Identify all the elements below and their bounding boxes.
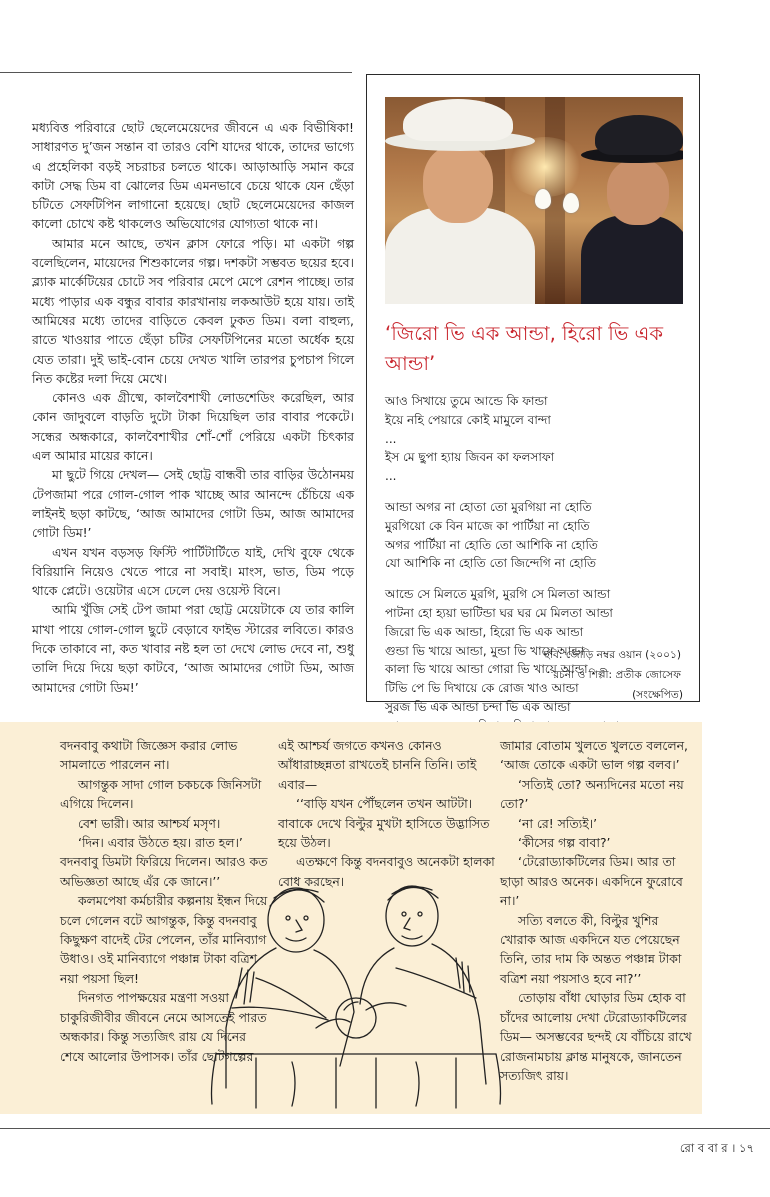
left-article-column bbox=[32, 118, 354, 697]
story-paragraph: দিনগত পাপক্ষয়ের মন্ত্রণা সওয়া চাকুরিজীবীর জীবনে নেমে আসতেই পারত অন্ধকার। কিন্তু সত্যজিৎ রায় যে দিনের শেষে আলোর উপাসক। তাঁর ছোটগল্পের bbox=[60, 990, 267, 1064]
paragraph: মা ছুটে গিয়ে দেখল— সেই ছোট্ট বান্ধবী তার বাড়ির উঠোনময় টেপজামা পরে গোল-গোল পাক খাচ্ছে আর আনন্দে চেঁচিয়ে এক লাইনই ছড়া কাটছে, ‘আজ আমাদের গোটা ডিম, আজ আমাদের গোটা ডিম!’ bbox=[32, 467, 354, 541]
story-paragraph: ‘কীসের গল্প বাবা?’ bbox=[518, 835, 611, 851]
lyric-line: গুন্ডা ভি খায়ে আন্ডা, মুন্ডা ভি খায়ে আন্ডা bbox=[385, 643, 585, 658]
paragraph: কোনও এক গ্রীষ্মে, কালবৈশাখী লোডশেডিং করেছিল, আর কোন জাদুবলে বাড়তি দুটো টাকা দিয়েছিল তার বাবার পকেটে। সন্ধের অন্ধকারে, কালবৈশাখীর শোঁ-শোঁ পেরিয়ে একটা চিৎকার এল আমার মায়ের কানে। bbox=[32, 390, 354, 464]
story-paragraph: তোড়ায় বাঁধা ঘোড়ার ডিম হোক বা চাঁদের আলোয় দেখা টেরোড্যাকটিলের ডিম— অসম্ভবের ছন্দই যে বাঁচিয়ে রাখে রোজনামচায় ক্লান্ত মানুষকে, জানতেন সত্যজিৎ রায়। bbox=[500, 990, 692, 1083]
story-paragraph: সত্যি বলতে কী, বিল্টুর খুশির খোরাক আজ একদিনে যত পেয়েছেন তিনি, তার দাম কি অন্তত পঞ্চান্ন টাকা বত্রিশ নয়া পয়সাও হবে না?’’ bbox=[500, 912, 682, 986]
story-paragraph: জামার বোতাম খুলতে খুলতে বললেন, ‘আজ তোকে একটা ভাল গল্প বলব।’ bbox=[500, 738, 688, 773]
sidebar-credits bbox=[544, 645, 683, 705]
credit-author: রচনা ও শিল্পী: প্রতীক জোসেফ bbox=[553, 669, 681, 681]
lyric-line: ... bbox=[385, 469, 397, 484]
paragraph: এখন যখন বড়সড় ফিস্টি পার্টিটার্টিতে যাই, দেখি বুফে থেকে বিরিয়ানি নিয়েও খেতে পারে না সবাই। মাংস, ভাত, ডিম পড়ে থাকে প্লেটে। ওয়েটার এসে ঢেলে দেয় ওয়েস্ট বিনে। bbox=[32, 544, 354, 599]
lyrics-stanza bbox=[385, 392, 689, 486]
lyric-line: জিরো ভি এক আন্ডা, হিরো ভি এক আন্ডা bbox=[385, 624, 584, 639]
story-paragraph: ‘সত্যিই তো? অন্যদিনের মতো নয় তো?’ bbox=[500, 776, 684, 812]
lyric-line: মুরগিয়ো কে বিন মাজে কা পার্টিয়া না হোতি bbox=[385, 518, 590, 533]
lyric-line: কালা ভি খায়ে আন্ডা গোরা ভি খায়ে আন্ডা bbox=[385, 662, 588, 677]
lyric-line: আন্ডা অগর না হোতা তো মুরগিয়া না হোতি bbox=[385, 499, 592, 514]
lyric-line: সুরজ ভি এক আন্ডা চন্দা ভি এক আন্ডা bbox=[385, 699, 571, 714]
story-paragraph: বদনবাবু কথাটা জিজ্ঞেস করার লোভ সামলাতে পারলেন না। bbox=[60, 738, 238, 773]
story-paragraph: ‘না রে! সত্যিই।’ bbox=[518, 815, 598, 831]
lyric-line: যো আশিকি না হোতি তো জিন্দেগি না হোতি bbox=[385, 556, 597, 571]
story-paragraph: কলমপেষা কর্মচারীর কল্পনায় ইন্ধন দিয়ে চলে গেলেন বটে আগন্তুক, কিন্তু বদনবাবু কিছুক্ষণ বাদেই টের পেলেন, তাঁর মানিব্যাগ উধাও। ওই মানিব্যাগে পঞ্চান্ন টাকা বত্রিশ নয়া পয়সা ছিল! bbox=[60, 893, 268, 986]
lyric-line: ... bbox=[385, 431, 397, 446]
paragraph: আমি খুঁজি সেই টেপ জামা পরা ছোট্ট মেয়েটাকে যে তার কালি মাখা পায়ে গোল-গোল ছুটে বেড়াবে ফাইভ স্টারের লবিতে। কারও দিকে তাকাবে না, কত খাবার নষ্ট হল তা দেখে লোভ দেবে না, শুধু তালি দিয়ে দিয়ে ছড়া কাটবে, ‘আজ আমাদের গোটা ডিম, আজ আমাদের গোটা ডিম!’ bbox=[32, 602, 354, 695]
lyric-line: টিভি পে ভি দিখায়ে কে রোজ খাও আন্ডা bbox=[385, 681, 579, 696]
story-paragraph: এই আশ্চর্য জগতে কখনও কোনও আঁধারাচ্ছন্নতা রাখতেই চাননি তিনি। তাই এবার— bbox=[278, 738, 477, 792]
lyric-line: অগর পার্টিয়া না হোতি তো আশিকি না হোতি bbox=[385, 537, 598, 552]
sidebar-title: ‘জিরো ভি এক আন্ডা, হিরো ভি এক আন্ডা’ bbox=[385, 322, 664, 375]
lyric-line: আও সিখায়ে তুমে আন্ডে কি ফান্ডা bbox=[385, 394, 548, 408]
story-paragraph: বেশ ভারী। আর আশ্চর্য মসৃণ। bbox=[78, 815, 221, 831]
lyric-line: আন্ডে সে মিলতে মুরগি, মুরগি সে মিলতা আন্ডা bbox=[385, 587, 611, 602]
lyric-line: ইস মে ছুপা হ্যায় জিবন কা ফলসাফা bbox=[385, 450, 555, 465]
credit-note: (সংক্ষেপিত) bbox=[632, 689, 683, 701]
story-paragraph: ‘টেরোড্যাকটিলের ডিম। আর তা ছাড়া আরও অনেক। একদিনে ফুরোবে না।’ bbox=[500, 854, 683, 909]
story-paragraph: ‘‘বাড়ি যখন পৌঁছলেন তখন আটটা। বাবাকে দেখে বিল্টুর মুখটা হাসিতে উদ্ভাসিত হয়ে উঠল। bbox=[278, 796, 490, 851]
page-footer: রো ব বা র । ১৭ bbox=[679, 1141, 754, 1155]
lyrics-stanza bbox=[385, 498, 689, 573]
story-paragraph: ‘দিন। এবার উঠতে হয়। রাত হল।’ বদনবাবু ডিমটা ফিরিয়ে দিলেন। আরও কত অভিজ্ঞতা আছে এঁর কে জানে।’’ bbox=[60, 835, 268, 889]
sketch-illustration bbox=[196, 858, 514, 1110]
paragraph: মধ্যবিত্ত পরিবারে ছোট ছেলেমেয়েদের জীবনে এ এক বিভীষিকা! সাধারণত দু’জন সন্তান বা তারও বেশি যাদের থাকে, তাদের ভাগ্যে এ প্রহেলিকা বড়ই সচরাচর চলতে থাকে। আড়াআড়ি সমান করে কাটা সেদ্ধ ডিম বা ঝোলের ডিম এমনভাবে চেয়ে থাকে যেন ছেঁড়া চটিতে সেফটিপিন লাগানো হয়েছে। ছোট ছেলেমেয়েদের কাজল কালো চোখে কষ্ট থাকলেও অভিযোগের যোগ্যতা থাকে না। bbox=[32, 120, 354, 232]
paragraph: আমার মনে আছে, তখন ক্লাস ফোরে পড়ি। মা একটা গল্প বলেছিলেন, মায়েদের শিশুকালের গল্প। দশকটা সম্ভবত ছয়ের হবে। ব্ল্যাক মার্কেটিয়ের চোটে সব পরিবার মেপে মেপে রেশন পাচ্ছে। তার মধ্যে পাড়ার এক বন্ধুর বাবার কারখানায় লকআউট হয়ে যায়। তাই আমিষের মধ্যে তাদের বাড়িতে কেবল ঢুকত ডিম। বলা বাহুল্য, রাতে খাওয়ার পাতে ছেঁড়া চটির সেফটিপিনের মতো অর্ধেক হয়ে যেত তারা। দুই ভাই-বোন চেয়ে দেখত খালি তারপর চুপচাপ গিলে নিত কষ্টের দলা দিয়ে মেখে। bbox=[32, 235, 354, 386]
top-rule bbox=[0, 72, 352, 73]
lyrics-sidebar-box bbox=[366, 74, 700, 714]
story-column-3 bbox=[500, 736, 696, 1085]
story-paragraph: আগন্তুক সাদা গোল চকচকে জিনিসটা এগিয়ে দিলেন। bbox=[60, 776, 262, 812]
lyric-line: পাটনা হো হ্যয়া ভাটিন্ডা ঘর ঘর মে মিলতা আন্ডা bbox=[385, 605, 613, 620]
bottom-rule bbox=[0, 1128, 770, 1129]
lyric-line: ইয়ে নহি পেয়ারে কোই মামুলে বান্দা bbox=[385, 412, 551, 427]
story-paragraph: এতক্ষণে কিন্তু বদনবাবুও অনেকটা হালকা বোধ করছেন। bbox=[278, 854, 495, 889]
film-still-photo bbox=[385, 97, 683, 304]
credit-film: ছবি: জোড়ি নম্বর ওয়ান (২০০১) bbox=[543, 649, 681, 661]
story-panel bbox=[0, 722, 702, 1114]
